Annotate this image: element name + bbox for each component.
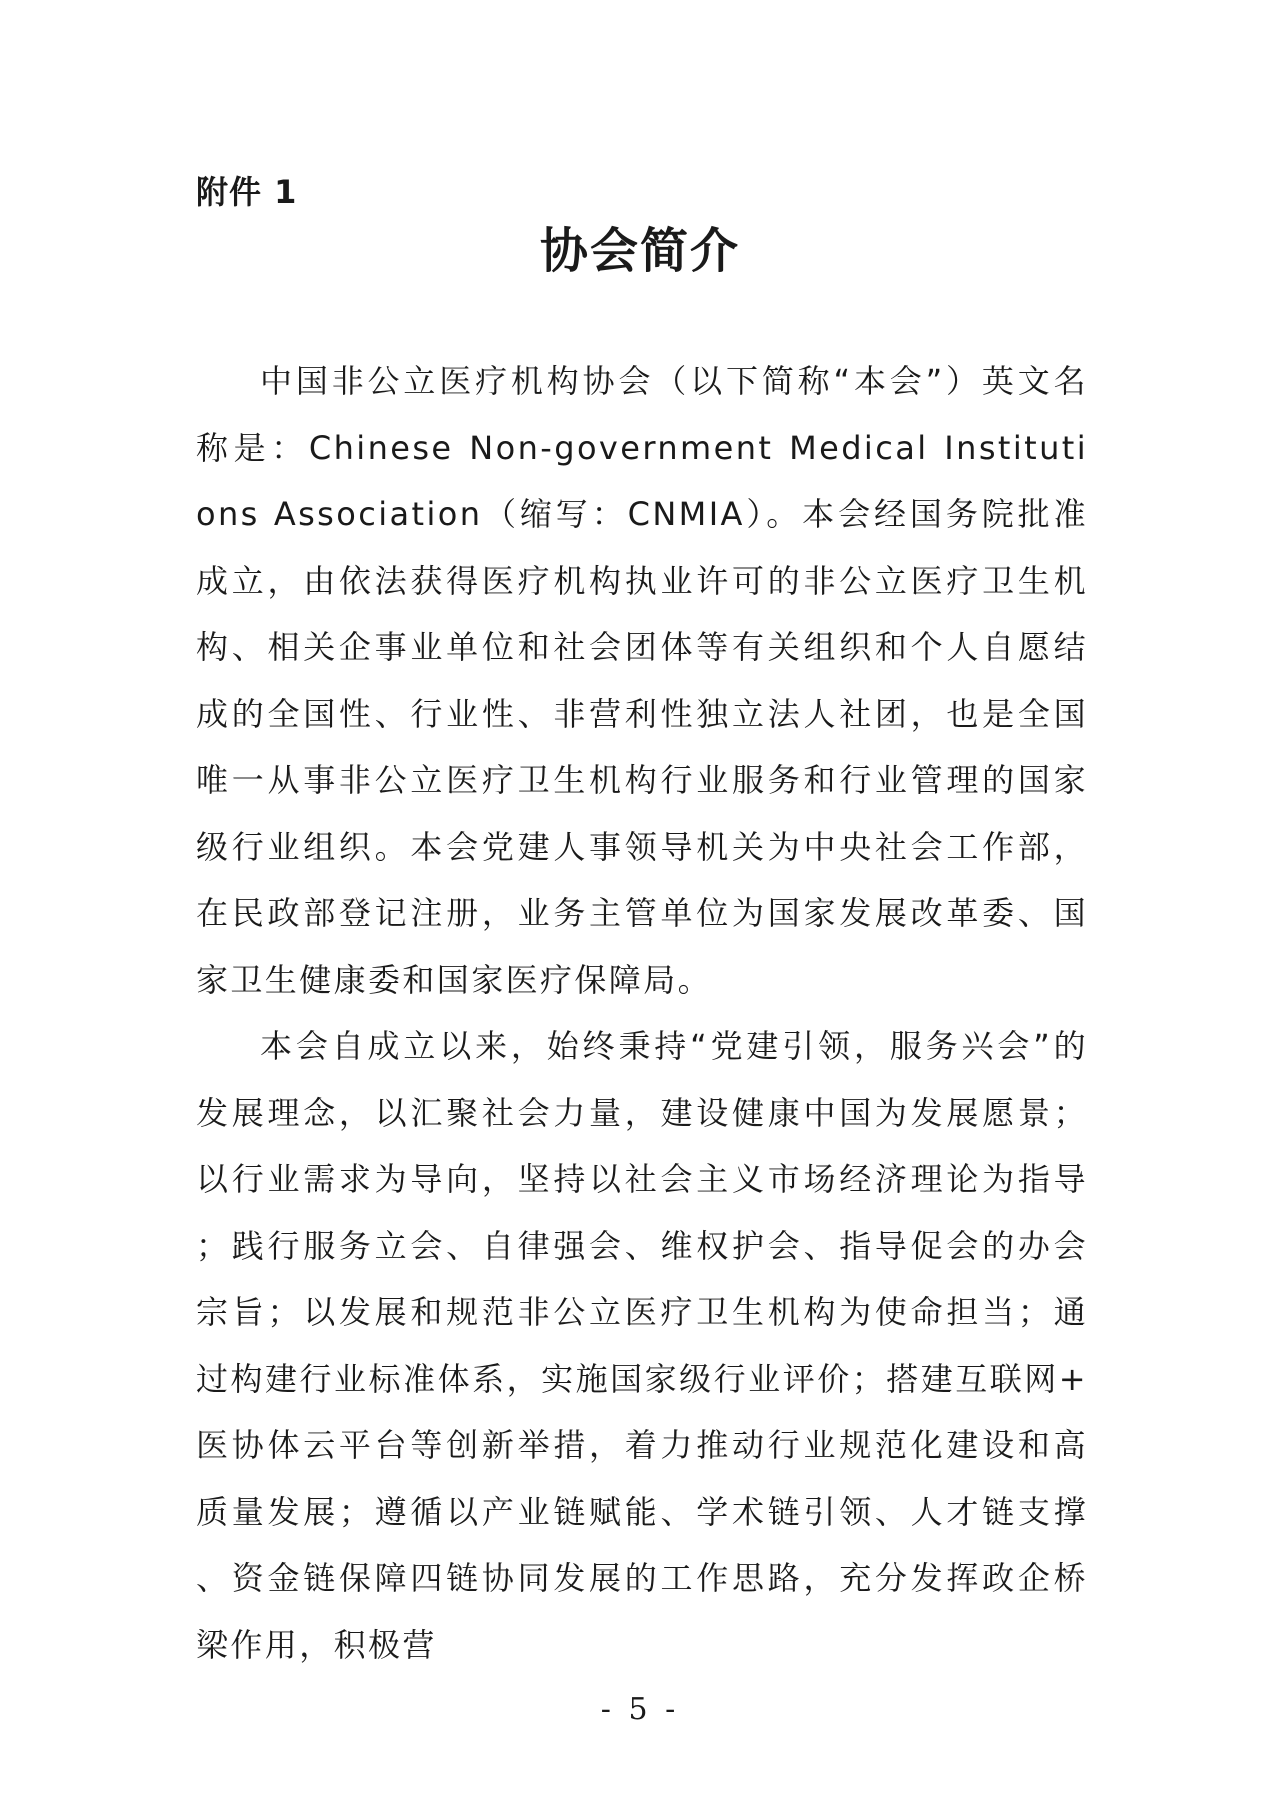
body-text [196,348,1088,1678]
page-number: - 5 - [600,1692,680,1727]
attachment-label: 附件 1 [196,173,298,211]
paragraph-2: 本会自成立以来，始终秉持“党建引领，服务兴会”的发展理念，以汇聚社会力量，建设健康中国为发展愿景；以行业需求为导向，坚持以社会主义市场经济理论为指导；践行服务立会、自律强会、维权护会、指导促会的办会宗旨；以发展和规范非公立医疗卫生机构为使命担当；通过构建行业标准体系，实施国家级行业评价；搭建互联网+医协体云平台等创新举措，着力推动行业规范化建设和高质量发展；遵循以产业链赋能、学术链引领、人才链支撑、资金链保障四链协同发展的工作思路，充分发挥政企桥梁作用，积极营 [196,1027,1088,1664]
page-title: 协会简介 [539,223,740,279]
paragraph-1: 中国非公立医疗机构协会（以下简称“本会”）英文名称是：Chinese Non-government Medical Institutions Association（缩写：CNMIA）。本会经国务院批准成立，由依法获得医疗机构执业许可的非公立医疗卫生机构、相关企事业单位和社会团体等有关组织和个人自愿结成的全国性、行业性、非营利性独立法人社团，也是全国唯一从事非公立医疗卫生机构行业服务和行业管理的国家级行业组织。本会党建人事领导机关为中央社会工作部，在民政部登记注册，业务主管单位为国家发展改革委、国家卫生健康委和国家医疗保障局。 [196,362,1088,999]
